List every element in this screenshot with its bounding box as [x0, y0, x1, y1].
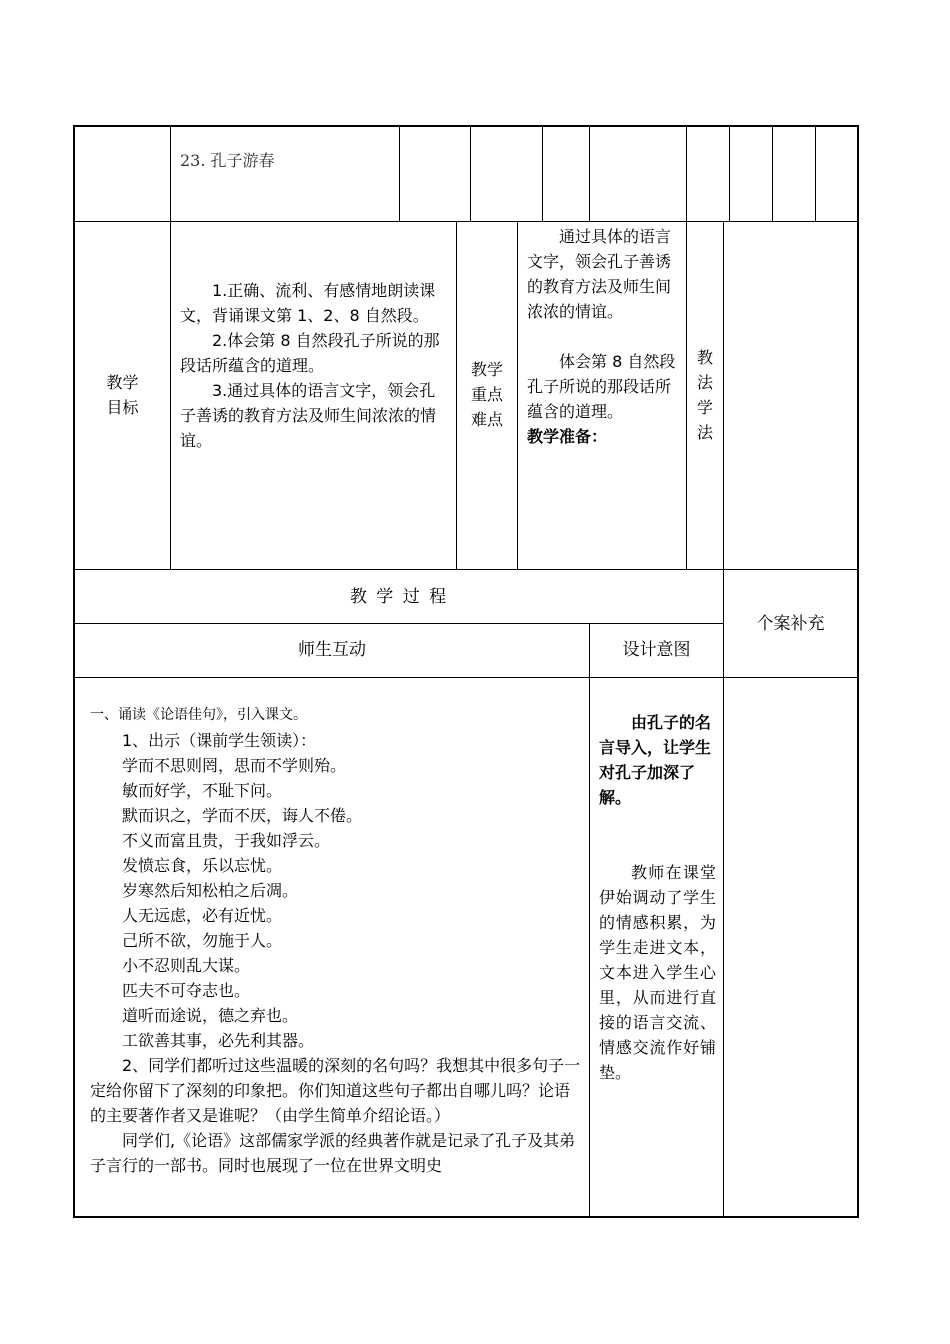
- goals-label-line1: 教学: [106, 373, 139, 392]
- interaction-column-header: 师生互动: [298, 640, 366, 660]
- methods-label-char-4: 法: [696, 423, 713, 442]
- key-points-label: [457, 357, 517, 432]
- lesson-title: 23. 孔子游春: [180, 151, 275, 170]
- supplement-label: 个案补充: [756, 614, 825, 634]
- difficulty-text: 体会第 8 自然段孔子所说的那段话所蕴含的道理。: [527, 352, 676, 421]
- quote-12: 工欲善其事，必先利其器。: [122, 1031, 315, 1050]
- goal-item-2: 2.体会第 8 自然段孔子所说的那段话所蕴含的道理。: [180, 331, 440, 375]
- quote-6: 岁寒然后知松柏之后凋。: [122, 881, 299, 900]
- goals-label: [75, 370, 170, 420]
- quote-9: 小不忍则乱大谋。: [122, 956, 251, 975]
- section-1-heading: 一、诵读《论语佳句》，引入课文。: [90, 707, 307, 723]
- methods-label-char-1: 教: [696, 348, 713, 367]
- methods-label-char-3: 学: [696, 398, 713, 417]
- quote-11: 道听而途说，德之弃也。: [122, 1006, 299, 1025]
- step-2-text: 2、同学们都听过这些温暖的深刻的名句吗？我想其中很多句子一定给你留下了深刻的印象把。你们知道这些句子都出自哪儿吗？论语的主要著作者又是谁呢？（由学生简单介绍论语。）: [90, 1056, 581, 1125]
- paragraph-3-text: 同学们,《论语》这部儒家学派的经典著作就是记录了孔子及其弟子言行的一部书。同时也展现了一位在世界文明史: [90, 1131, 576, 1175]
- quote-3: 默而识之，学而不厌，诲人不倦。: [122, 806, 363, 825]
- key-points-label-line2: 重点: [470, 385, 503, 404]
- methods-label-char-2: 法: [696, 373, 713, 392]
- interaction-content: [90, 703, 582, 1213]
- intent-note-1: 由孔子的名言导入，让学生对孔子加深了解。: [599, 713, 712, 807]
- quote-1: 学而不思则罔，思而不学则殆。: [122, 756, 347, 775]
- quote-10: 匹夫不可夺志也。: [122, 981, 251, 1000]
- key-points-label-line1: 教学: [470, 360, 503, 379]
- intent-column-header: 设计意图: [622, 640, 691, 660]
- methods-label: [687, 345, 723, 445]
- quote-8: 己所不欲，勿施于人。: [122, 931, 283, 950]
- goals-label-line2: 目标: [106, 398, 139, 417]
- quote-7: 人无远虑，必有近忧。: [122, 906, 283, 925]
- goals-list: [180, 278, 450, 453]
- step-1-text: 1、出示（课前学生领读）：: [122, 731, 317, 750]
- intent-note-2: 教师在课堂伊始调动了学生的情感积累，为学生走进文本，文本进入学生心里，从而进行直接的语言交流、情感交流作好铺垫。: [599, 863, 716, 1082]
- quote-4: 不义而富且贵，于我如浮云。: [122, 831, 331, 850]
- key-points-content: [527, 224, 679, 449]
- key-point-text: 通过具体的语言文字，领会孔子善诱的教育方法及师生间浓浓的情谊。: [527, 227, 672, 321]
- goal-item-3: 3.通过具体的语言文字，领会孔子善诱的教育方法及师生间浓浓的情谊。: [180, 381, 437, 450]
- intent-content: [599, 710, 716, 1085]
- quote-2: 敏而好学，不耻下问。: [122, 781, 283, 800]
- teaching-prep-label: 教学准备：: [527, 427, 608, 446]
- key-points-label-line3: 难点: [470, 410, 503, 429]
- process-title: 教 学 过 程: [349, 587, 449, 607]
- quote-5: 发愤忘食，乐以忘忧。: [122, 856, 283, 875]
- goal-item-1: 1.正确、流利、有感情地朗读课文，背诵课文第 1、2、8 自然段。: [180, 281, 436, 325]
